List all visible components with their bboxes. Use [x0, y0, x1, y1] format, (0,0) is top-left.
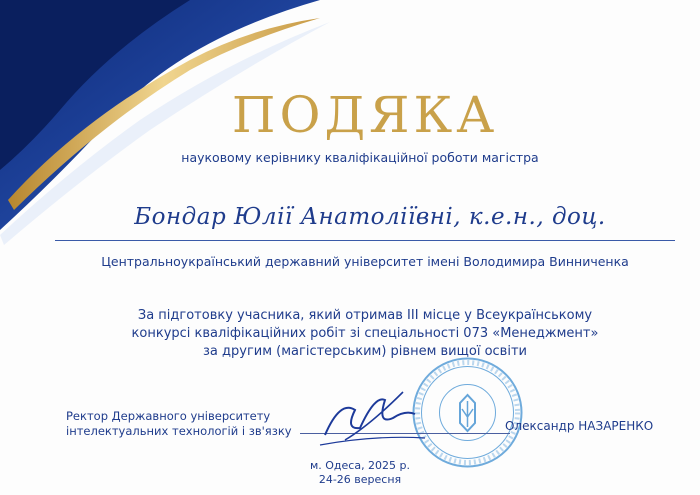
- place-and-date: [280, 459, 440, 487]
- place-year: м. Одеса, 2025 р.: [309, 459, 411, 472]
- event-dates: 24-26 вересня: [318, 473, 402, 486]
- rector-title-line: Ректор Державного університету: [66, 409, 271, 423]
- signer-name: Олександр НАЗАРЕНКО: [505, 419, 654, 433]
- rector-title: [66, 409, 306, 439]
- rector-title-line: інтелектуальних технологій і зв'язку: [66, 424, 292, 438]
- citation-line: за другим (магістерським) рівнем вищої освіти: [203, 344, 527, 359]
- citation-line: За підготовку учасника, який отримав ІІІ місце у Всеукраїнському: [137, 308, 593, 323]
- citation-text: [80, 307, 650, 361]
- citation-line: конкурсі кваліфікаційних робіт зі спеціальності 073 «Менеджмент»: [131, 326, 599, 341]
- university-name: Центральноукраїнський державний університет імені Володимира Винниченка: [101, 254, 629, 269]
- certificate-title: ПОДЯКА: [231, 86, 499, 144]
- recipient-name: Бондар Юлії Анатоліївні, к.е.н., доц.: [134, 204, 606, 230]
- handwritten-signature: [315, 380, 435, 450]
- recipient-underline: [55, 240, 675, 241]
- certificate-subtitle: науковому керівнику кваліфікаційної роботи магістра: [181, 150, 539, 165]
